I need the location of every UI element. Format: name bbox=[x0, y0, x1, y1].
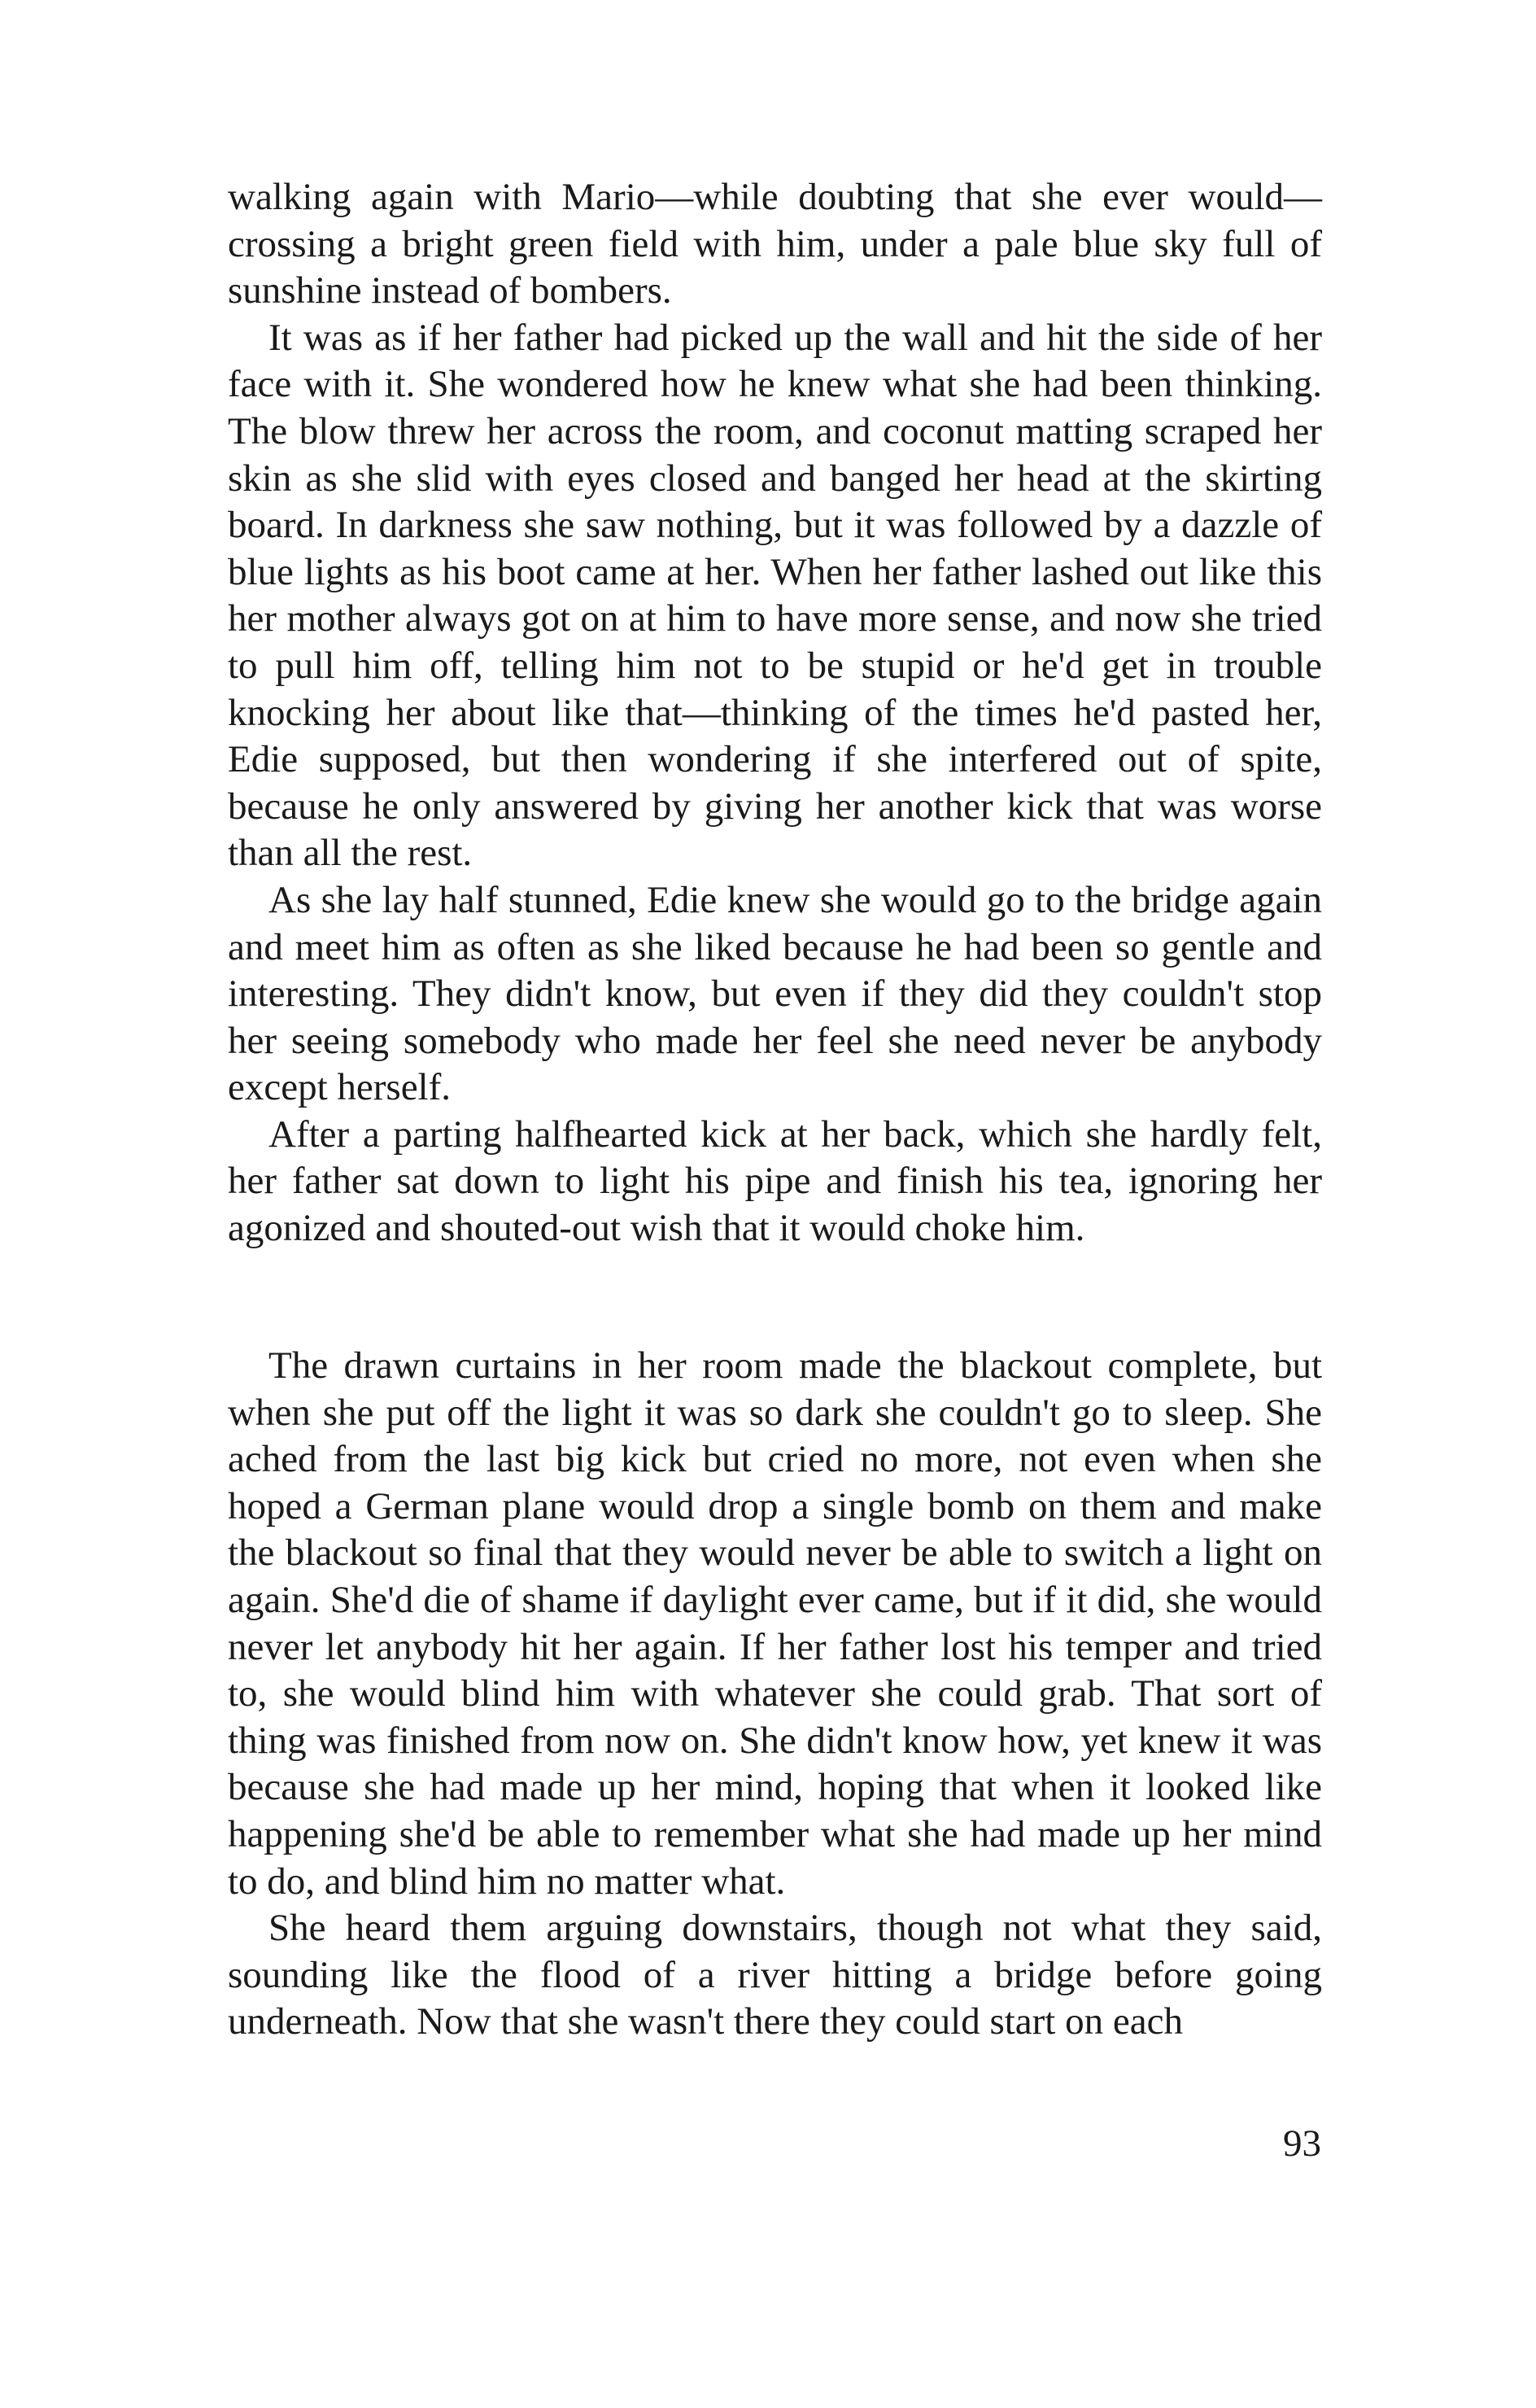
paragraph-parting-kick: After a parting halfhearted kick at her back, which she hardly felt, her father sat down to light his pipe and finish his tea, ignoring her agonized and shouted-out wish that it would choke him. bbox=[228, 1112, 1322, 1250]
page-number: 93 bbox=[1283, 2122, 1321, 2165]
paragraph-blackout: The drawn curtains in her room made the blackout complete, but when she put off the light it was so dark she couldn't go to sleep. She ached from the last big kick but cried no more, not even when she hoped a German plane would drop a single bomb on them and make the blackout so final that they would never be able to switch a light on again. She'd die of shame if daylight ever came, but if it did, she would never let anybody hit her again. If her father lost his temper and tried to, she would blind him with whatever she could grab. That sort of thing was finished from now on. She didn't know how, yet knew it was because she had made up her mind, hoping that when it looked like happening she'd be able to remember what she had made up her mind to do, and blind him no matter what. bbox=[228, 1344, 1322, 1903]
paragraph-father-blow: It was as if her father had picked up the wall and hit the side of her face with it. She wondered how he knew what she had been thinking. The blow threw her across the room, and coconut matting scraped her skin as she slid with eyes closed and banged her head at the skirting board. In darkness she saw nothing, but it was followed by a dazzle of blue lights as his boot came at her. When her father lashed out like this her mother always got on at him to have more sense, and now she tried to pull him off, telling him not to be stupid or he'd get in trouble knocking her about like that—thinking of the times he'd pasted her, Edie supposed, but then wondering if she interfered out of spite, because he only answered by giving her another kick that was worse than all the rest. bbox=[228, 316, 1322, 875]
paragraph-arguing: She heard them arguing downstairs, though not what they said, sounding like the flood of a river hitting a bridge before going underneath. Now that she wasn't there they could start on each bbox=[228, 1907, 1322, 2043]
paragraph-continuation: walking again with Mario—while doubting that she ever would—crossing a bright green field with him, under a pale blue sky full of sunshine instead of bombers. bbox=[228, 176, 1322, 312]
text-section-two bbox=[228, 1343, 1322, 2046]
paragraph-bridge: As she lay half stunned, Edie knew she would go to the bridge again and meet him as often as she liked because he had been so gentle and interesting. They didn't know, but even if they did they couldn't stop her seeing somebody who made her feel she need never be anybody except herself. bbox=[228, 878, 1322, 1109]
text-section-one bbox=[228, 174, 1322, 1252]
